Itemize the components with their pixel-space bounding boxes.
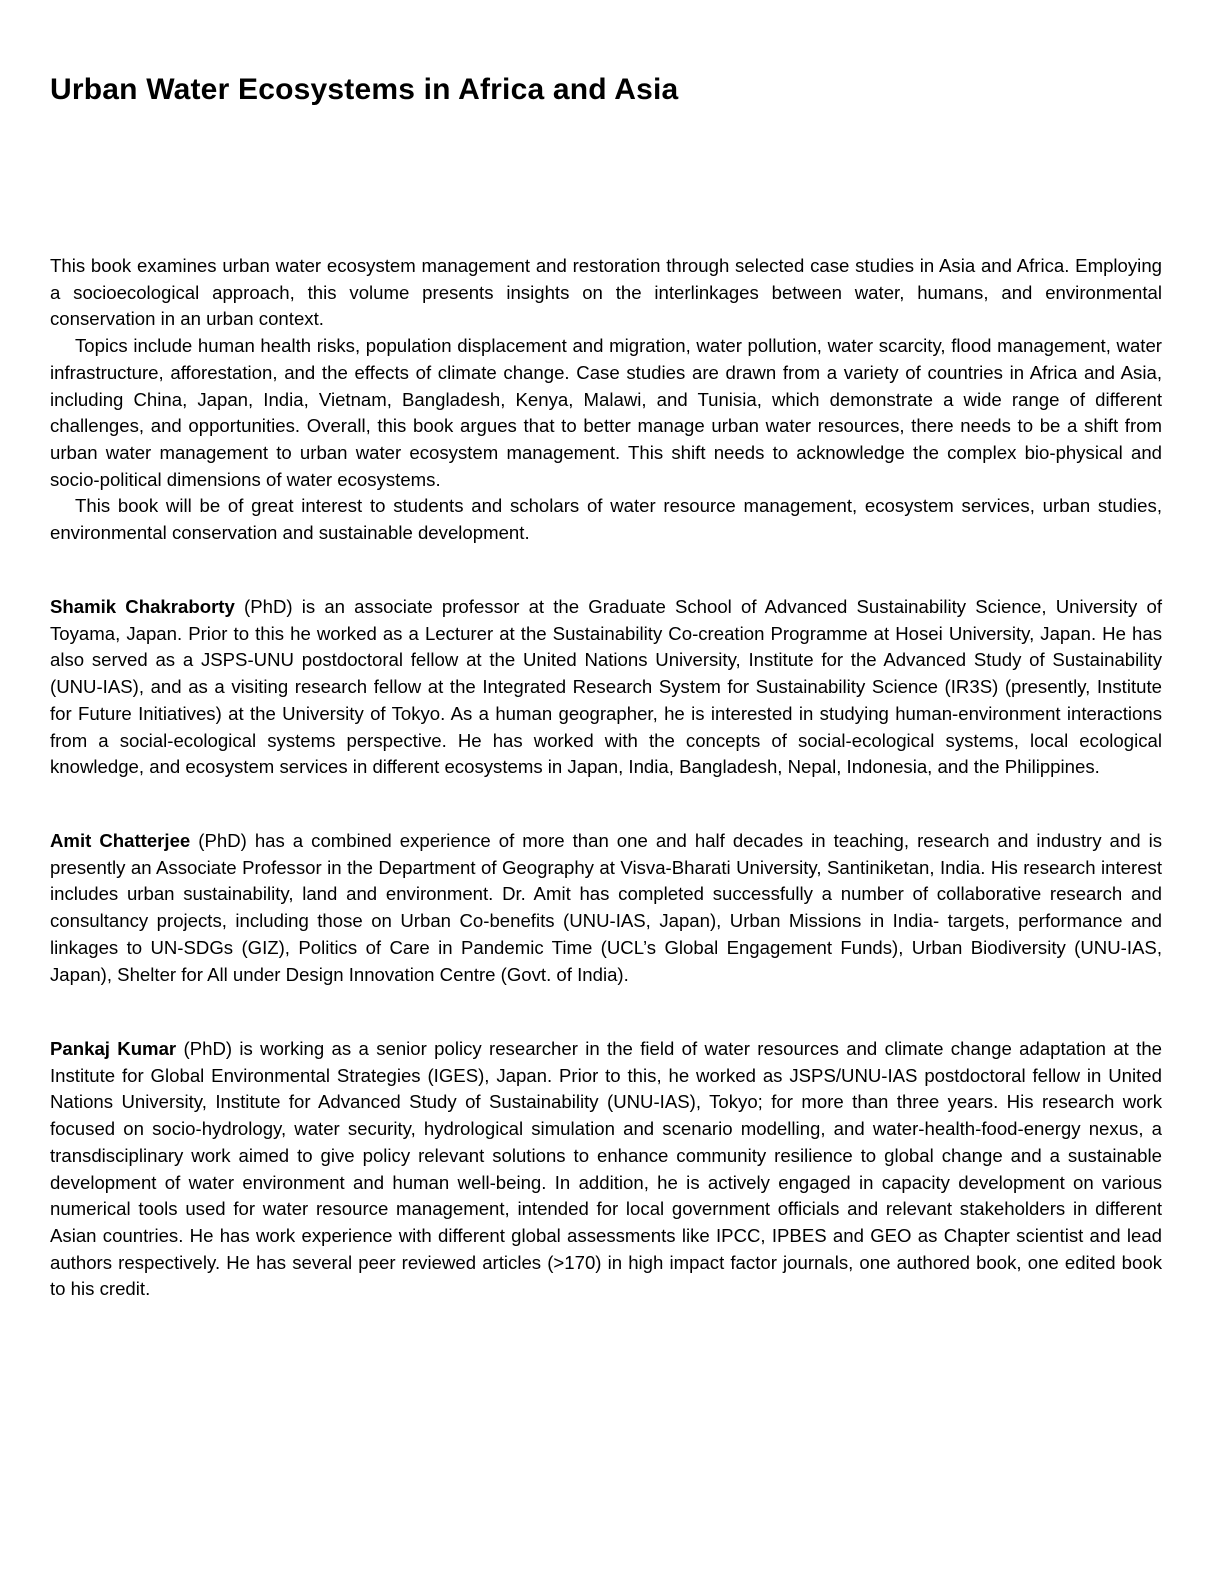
description-paragraph: This book will be of great interest to students and scholars of water resource management, ecosystem services, urban studies, environmental conservation and sustainable development. [50,495,1162,544]
description-paragraph: Topics include human health risks, population displacement and migration, water pollution, water scarcity, flood management, water infrastructure, afforestation, and the effects of climate change. Case studies are drawn from a variety of countries in Africa and Asia, including China, Japan, India, Vietnam, Bangladesh, Kenya, Malawi, and Tunisia, which demonstrate a wide range of different challenges, and opportunities. Overall, this book argues that to better manage urban water resources, there needs to be a shift from urban water management to urban water ecosystem management. This shift needs to acknowledge the complex bio-physical and socio-political dimensions of water ecosystems. [50,335,1162,490]
author-bio [50,828,1162,988]
author-name: Amit Chatterjee [50,830,191,851]
author-name: Shamik Chakraborty [50,596,235,617]
author-bio-text: (PhD) has a combined experience of more than one and half decades in teaching, research and industry and is presently an Associate Professor in the Department of Geography at Visva-Bharati University, Santiniketan, India. His research interest includes urban sustainability, land and environment. Dr. Amit has completed successfully a number of collaborative research and consultancy projects, including those on Urban Co-benefits (UNU-IAS, Japan), Urban Missions in India- targets, performance and linkages to UN-SDGs (GIZ), Politics of Care in Pandemic Time (UCL’s Global Engagement Funds), Urban Biodiversity (UNU-IAS, Japan), Shelter for All under Design Innovation Centre (Govt. of India). [50,830,1162,985]
description-paragraph: This book examines urban water ecosystem management and restoration through selected case studies in Asia and Africa. Employing a socioecological approach, this volume presents insights on the interlinkages between water, humans, and environmental conservation in an urban context. [50,255,1162,330]
book-title: Urban Water Ecosystems in Africa and Asia [50,73,679,106]
author-bio-text: (PhD) is working as a senior policy researcher in the field of water resources and climate change adaptation at the Institute for Global Environmental Strategies (IGES), Japan. Prior to this, he worked as JSPS/UNU-IAS postdoctoral fellow in United Nations University, Institute for Advanced Study of Sustainability (UNU-IAS), Tokyo; for more than three years. His research work focused on socio-hydrology, water security, hydrological simulation and scenario modelling, and water-health-food-energy nexus, a transdisciplinary work aimed to give policy relevant solutions to enhance community resilience to global change and a sustainable development of water environment and human well-being. In addition, he is actively engaged in capacity development on various numerical tools used for water resource management, intended for local government officials and relevant stakeholders in different Asian countries. He has work experience with different global assessments like IPCC, IPBES and GEO as Chapter scientist and lead authors respectively. He has several peer reviewed articles (>170) in high impact factor journals, one authored book, one edited book to his credit. [50,1038,1163,1300]
author-bio-text: (PhD) is an associate professor at the Graduate School of Advanced Sustainability Science, University of Toyama, Japan. Prior to this he worked as a Lecturer at the Sustainability Co-creation Programme at Hosei University, Japan. He has also served as a JSPS-UNU postdoctoral fellow at the United Nations University, Institute for the Advanced Study of Sustainability (UNU-IAS), and as a visiting research fellow at the Integrated Research System for Sustainability Science (IR3S) (presently, Institute for Future Initiatives) at the University of Tokyo. As a human geographer, he is interested in studying human-environment interactions from a social-ecological systems perspective. He has worked with the concepts of social-ecological systems, local ecological knowledge, and ecosystem services in different ecosystems in Japan, India, Bangladesh, Nepal, Indonesia, and the Philippines. [50,596,1162,778]
author-bio [50,1036,1162,1303]
author-bio [50,594,1162,781]
author-name: Pankaj Kumar [50,1038,177,1059]
book-description [50,253,1162,547]
